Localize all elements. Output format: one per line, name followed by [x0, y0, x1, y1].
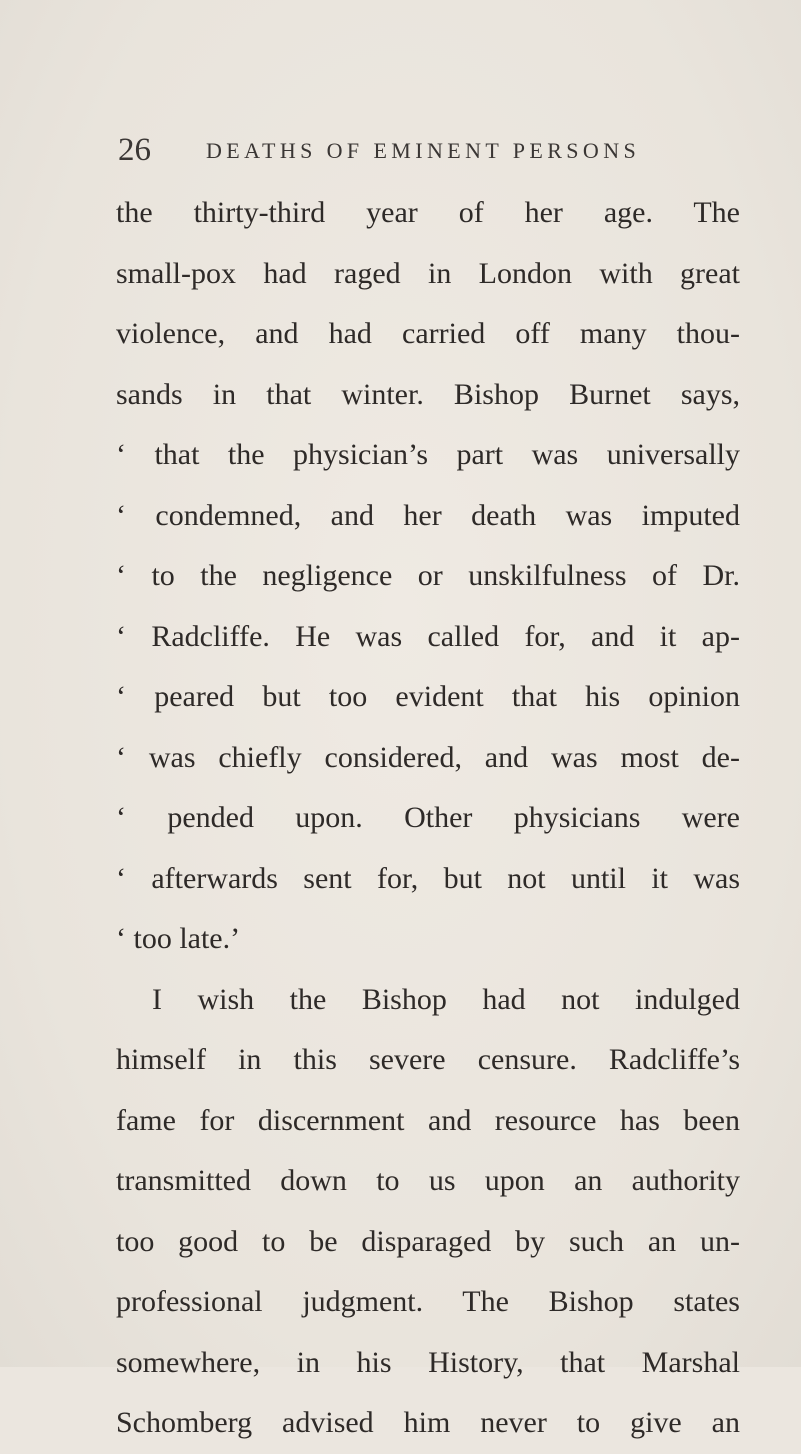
quote-line: ‘ afterwards sent for, but not until it was: [116, 861, 740, 895]
page-number: 26: [118, 132, 151, 168]
quote-line: ‘ too late.’: [116, 922, 241, 955]
text-line: transmitted down to us upon an authority: [116, 1164, 740, 1197]
text-line: sands in that winter. Bishop Burnet says,: [116, 377, 740, 411]
body-text: [116, 183, 740, 1454]
quote-line: ‘ peared but too evident that his opinion: [116, 680, 740, 713]
quote-line: ‘ was chiefly considered, and was most de-: [116, 740, 740, 774]
quote-line: ‘ pended upon. Other physicians were: [116, 801, 740, 834]
text-line: small-pox had raged in London with great: [116, 256, 740, 290]
page-header: [118, 130, 738, 170]
quote-line: ‘ that the physician’s part was universally: [116, 438, 740, 471]
quote-line: ‘ Radcliffe. He was called for, and it ap-: [116, 619, 740, 653]
text-line: himself in this severe censure. Radcliffe’s: [116, 1043, 740, 1076]
text-line: somewhere, in his History, that Marshal: [116, 1345, 740, 1379]
text-line: Schomberg advised him never to give an: [116, 1406, 740, 1439]
paragraph-start-line: I wish the Bishop had not indulged: [152, 982, 740, 1016]
text-line: too good to be disparaged by such an un-: [116, 1224, 740, 1258]
text-line: violence, and had carried off many thou-: [116, 317, 740, 350]
running-head: DEATHS OF EMINENT PERSONS: [206, 138, 641, 163]
text-line: fame for discernment and resource has been: [116, 1103, 740, 1137]
quote-line: ‘ to the negligence or unskilfulness of Dr.: [116, 559, 740, 592]
quote-line: ‘ condemned, and her death was imputed: [116, 498, 740, 532]
text-line: the thirty-third year of her age. The: [116, 196, 740, 229]
text-line: professional judgment. The Bishop states: [116, 1285, 740, 1318]
